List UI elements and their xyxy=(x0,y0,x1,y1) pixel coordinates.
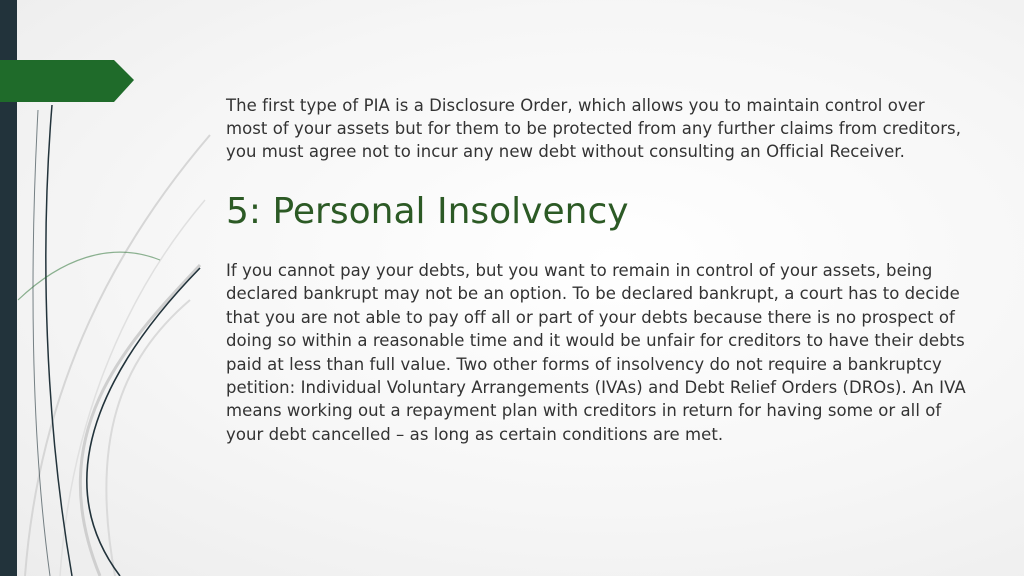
slide-heading: 5: Personal Insolvency xyxy=(226,191,629,232)
intro-paragraph: The first type of PIA is a Disclosure Order, which allows you to maintain control over most of your assets but for them to be protected from any further claims from creditors, you must agree not to incur any new debt without consulting an Official Receiver. xyxy=(226,96,961,161)
slide-content xyxy=(226,94,966,446)
green-arrow-tab xyxy=(0,0,140,110)
body-paragraph: If you cannot pay your debts, but you want to remain in control of your assets, being declared bankrupt may not be an option. To be declared bankrupt, a court has to decide that you are not able to pay off all or part of your debts because there is no prospect of doing so within a reasonable time and it would be unfair for creditors to have their debts paid at less than full value. Two other forms of insolvency do not require a bankruptcy petition: Individual Voluntary Arrangements (IVAs) and Debt Relief Orders (DROs). An IVA means working out a repayment plan with creditors in return for having some or all of your debt cancelled – as long as certain conditions are met. xyxy=(226,261,966,444)
